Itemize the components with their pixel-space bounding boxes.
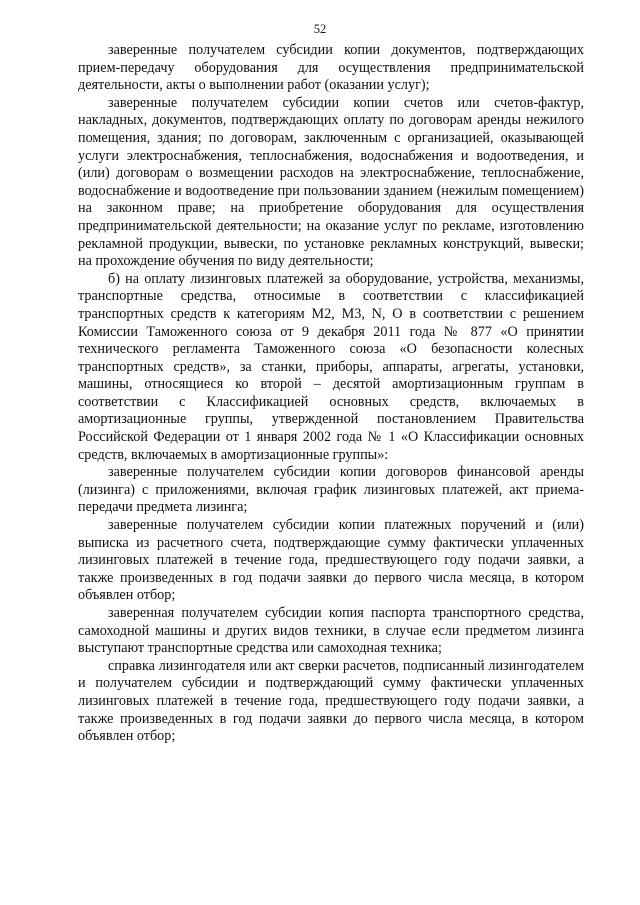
page-number: 52 — [313, 22, 327, 36]
paragraph-leasing-payments: б) на оплату лизинговых платежей за оборудование, устройства, механизмы, транспортные средства, относимые в соответствии с классификацией транспортных средств к категориям М2, М3, N, О в соответствии с решением Комиссии Таможенного союза от 9 декабря 2011 года № 877 «О принятии технического регламента Таможенного союза «О безопасности колесных транспортных средств», за станки, приборы, аппараты, агрегаты, установки, машины, относящиеся ко второй – десятой амортизационным группам в соответствии с Классификацией основных средств, включаемых в амортизационные группы, утвержденной постановлением Правительства Российской Федерации от 1 января 2002 года № 1 «О Классификации основных средств, включаемых в амортизационные группы»: — [78, 270, 584, 463]
paragraph-invoices-rent: заверенные получателем субсидии копии счетов или счетов-фактур, накладных, документов, подтверждающих оплату по договорам аренды нежилого помещения, здания; по договорам, заключенным с организацией, оказывающей услуги электроснабжения, теплоснабжения, водоснабжения и водоотведения, и (или) договорам о возмещении расходов на электроснабжение, теплоснабжение, водоснабжение и водоотведение при пользовании зданием (нежилым помещением) на законном праве; на приобретение оборудования для осуществления предпринимательской деятельности; на оказание услуг по рекламе, изготовлению рекламной продукции, вывески, по установке рекламных конструкций, вывески; на прохождение обучения по виду деятельности; — [78, 94, 584, 270]
paragraph-payment-orders: заверенные получателем субсидии копии платежных поручений и (или) выписка из расчетного счета, подтверждающие сумму фактически уплаченных лизинговых платежей в течение года, предшествующего году подачи заявки, а также произведенных в год подачи заявки до первого числа месяца, в котором объявлен отбор; — [78, 517, 584, 604]
paragraph-documents-equipment: заверенные получателем субсидии копии документов, подтверждающих прием-передачу оборудования для осуществления предпринимательской деятельности, акты о выполнении работ (оказании услуг); — [78, 42, 584, 94]
paragraph-lessor-certificate: справка лизингодателя или акт сверки расчетов, подписанный лизингодателем и получателем субсидии и подтверждающий сумму фактически уплаченных лизинговых платежей в течение года, предшествующего году подачи заявки, а также произведенных в год подачи заявки до первого числа месяца, в котором объявлен отбор; — [78, 657, 584, 745]
paragraph-leasing-contracts: заверенные получателем субсидии копии договоров финансовой аренды (лизинга) с приложениями, включая график лизинговых платежей, акт приема-передачи предмета лизинга; — [78, 464, 584, 516]
paragraph-vehicle-passport: заверенная получателем субсидии копия паспорта транспортного средства, самоходной машины и других видов техники, в случае если предметом лизинга выступают транспортные средства или самоходная техника; — [78, 605, 584, 657]
document-body — [78, 42, 584, 746]
